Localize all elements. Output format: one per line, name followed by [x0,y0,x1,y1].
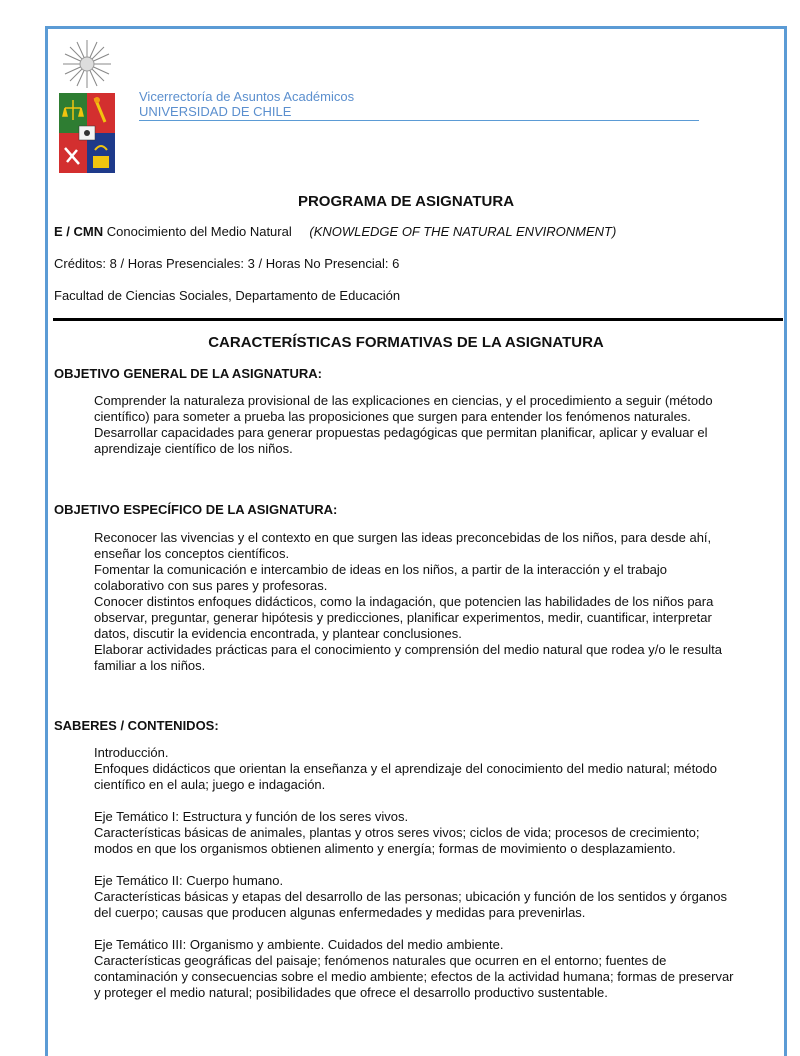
eje1-text: Características básicas de animales, plantas y otros seres vivos; ciclos de vida; procesos de crecimiento; modos en que los organismos obtienen alimento y energía; formas de movimiento o desplazamiento. [94,825,700,856]
paragraph: Fomentar la comunicación e intercambio de ideas en los niños, a partir de la interacción y el trabajo colaborativo con sus pares y profesoras. [94,562,668,593]
objetivo-general-heading: OBJETIVO GENERAL DE LA ASIGNATURA: [54,366,322,381]
institution-header [139,89,699,119]
eje3-title: Eje Temático III: Organismo y ambiente. Cuidados del medio ambiente. [94,937,504,952]
course-line [54,224,616,239]
faculty-line: Facultad de Ciencias Sociales, Departamento de Educación [54,288,401,303]
header-rule [139,120,699,121]
eje3-text: Características geográficas del paisaje; fenómenos naturales que ocurren en el entorno; fuentes de contaminación y consecuencias sobre el medio ambiente; efectos de la actividad humana; formas de preservar y proteger el medio natural; posibilidades que ofrece el desarrollo productivo sustentable. [94,953,734,1000]
paragraph: Reconocer las vivencias y el contexto en que surgen las ideas preconcebidas de los niños, para desde ahí, enseñar los conceptos científicos. [94,530,712,561]
section-title: CARACTERÍSTICAS FORMATIVAS DE LA ASIGNATURA [208,334,604,351]
universidad-text: UNIVERSIDAD DE CHILE [139,104,292,119]
paragraph: Comprender la naturaleza provisional de las explicaciones en ciencias, y el procedimiento a seguir (método científico) para someter a prueba las proposiciones que surgen para entender los fenómenos naturales. [94,393,713,424]
eje2-text: Características básicas y etapas del desarrollo de las personas; ubicación y función de los sentidos y órganos del cuerpo; causas que producen algunas enfermedades y medidas para prevenirlas. [94,889,728,920]
saberes-heading: SABERES / CONTENIDOS: [54,718,219,733]
paragraph: Elaborar actividades prácticas para el conocimiento y comprensión del medio natural que rodea y/o le resulta familiar a los niños. [94,642,722,673]
vicerrectoria-text: Vicerrectoría de Asuntos Académicos [139,89,355,104]
eje2-title: Eje Temático II: Cuerpo humano. [94,873,284,888]
saberes-text [94,745,734,1001]
objetivo-especifico-text [94,530,734,674]
course-english-name: (KNOWLEDGE OF THE NATURAL ENVIRONMENT) [309,224,617,239]
course-name: Conocimiento del Medio Natural [106,224,292,239]
credits-line: Créditos: 8 / Horas Presenciales: 3 / Horas No Presencial: 6 [54,256,400,271]
objetivo-general-text [94,393,734,457]
university-crest-logo [57,38,117,176]
course-code: E / CMN [54,224,104,239]
eje1-title: Eje Temático I: Estructura y función de los seres vivos. [94,809,409,824]
paragraph: Conocer distintos enfoques didácticos, como la indagación, que potencien las habilidades de los niños para observar, preguntar, generar hipótesis y predicciones, planificar experimentos, medir, cuantificar, interpretar datos, discutir la evidencia encontrada, y plantear conclusiones. [94,594,714,641]
intro-text: Enfoques didácticos que orientan la enseñanza y el aprendizaje del conocimiento del medio natural; método científico en el aula; juego e indagación. [94,761,717,792]
section-divider [53,318,783,321]
paragraph: Desarrollar capacidades para generar propuestas pedagógicas que permitan planificar, aplicar y evaluar el aprendizaje científico de los niños. [94,425,708,456]
intro-title: Introducción. [94,745,169,760]
shield-icon [59,93,115,173]
page-title: PROGRAMA DE ASIGNATURA [297,193,515,210]
objetivo-especifico-heading: OBJETIVO ESPECÍFICO DE LA ASIGNATURA: [54,502,338,517]
